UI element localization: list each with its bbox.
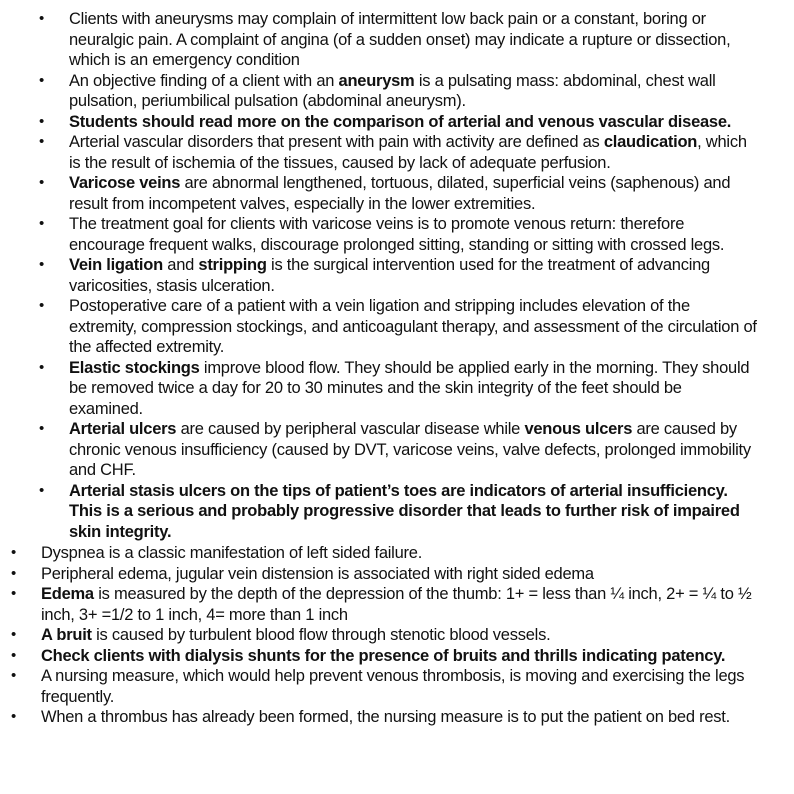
list-item: • Edema is measured by the depth of the depression of the thumb: 1+ = less than ¼ inch, 2+ = ¼ to ½ inch, 3+ =1/2 to 1 inch, 4= more than 1 inch <box>11 585 752 624</box>
list-item: • Arterial vascular disorders that present with pain with activity are defined as claudication, which is the result of ischemia of the tissues, caused by lack of adequate perfusion. <box>39 133 747 172</box>
list-item: • Peripheral edema, jugular vein distension is associated with right sided edema <box>11 564 594 583</box>
list-item: • A nursing measure, which would help prevent venous thrombosis, is moving and exercising the legs frequently. <box>11 667 745 706</box>
bullet-icon: • <box>11 646 17 664</box>
list-item: • A bruit is caused by turbulent blood flow through stenotic blood vessels. <box>11 626 551 644</box>
list-item: • Vein ligation and stripping is the surgical intervention used for the treatment of advancing varicosities, stasis ulceration. <box>39 256 710 295</box>
list-item: • When a thrombus has already been formed, the nursing measure is to put the patient on bed rest. <box>11 708 730 726</box>
top-bullet-list <box>0 542 794 728</box>
list-item: • Clients with aneurysms may complain of intermittent low back pain or a constant, boring or neuralgic pain. A complaint of angina (of a sudden onset) may indicate a rupture or dissection, which is an emergency condition <box>39 10 731 69</box>
list-item: • Arterial ulcers are caused by peripheral vascular disease while venous ulcers are caused by chronic venous insufficiency (caused by DVT, varicose veins, valve defects, prolonged immobility and CHF. <box>39 420 751 479</box>
list-item: • Elastic stockings improve blood flow. They should be applied early in the morning. They should be removed twice a day for 20 to 30 minutes and the skin integrity of the feet should be examined. <box>39 358 750 418</box>
bullet-icon: • <box>39 10 45 27</box>
list-item: • An objective finding of a client with an aneurysm is a pulsating mass: abdominal, chest wall pulsation, periumbilical pulsation (abdominal aneurysm). <box>39 71 716 110</box>
bullet-icon: • <box>39 420 45 437</box>
bullet-icon: • <box>39 297 45 314</box>
bullet-icon: • <box>11 544 17 561</box>
bullet-icon: • <box>39 256 45 273</box>
list-item: • Postoperative care of a patient with a vein ligation and stripping includes elevation of the extremity, compression stockings, and anticoagulant therapy, and assessment of the circulation of the affected extremity. <box>39 297 757 356</box>
list-item: • Check clients with dialysis shunts for the presence of bruits and thrills indicating patency. <box>11 646 726 665</box>
list-item: • Varicose veins are abnormal lengthened, tortuous, dilated, superficial veins (saphenous) and result from incompetent valves, especially in the lower extremities. <box>39 174 731 213</box>
bullet-icon: • <box>39 112 45 130</box>
bullet-icon: • <box>39 174 45 191</box>
list-item: • Students should read more on the comparison of arterial and venous vascular disease. <box>39 112 732 131</box>
bullet-icon: • <box>39 481 45 499</box>
bullet-icon: • <box>11 708 17 725</box>
bullet-icon: • <box>39 215 45 232</box>
list-item: • Arterial stasis ulcers on the tips of patient’s toes are indicators of arterial insufficiency. This is a serious and probably progressive disorder that leads to further risk of impaired skin integrity. <box>39 481 740 541</box>
bullet-icon: • <box>39 133 45 150</box>
bullet-icon: • <box>39 358 45 376</box>
list-item: • Dyspnea is a classic manifestation of left sided failure. <box>11 544 423 562</box>
bullet-icon: • <box>11 585 17 602</box>
list-item: • The treatment goal for clients with varicose veins is to promote venous return: therefore encourage frequent walks, discourage prolonged sitting, standing or sitting with crossed legs. <box>39 215 725 254</box>
bullet-icon: • <box>11 564 17 582</box>
bullet-icon: • <box>39 71 45 89</box>
bullet-icon: • <box>11 667 17 684</box>
bullet-icon: • <box>11 626 17 643</box>
